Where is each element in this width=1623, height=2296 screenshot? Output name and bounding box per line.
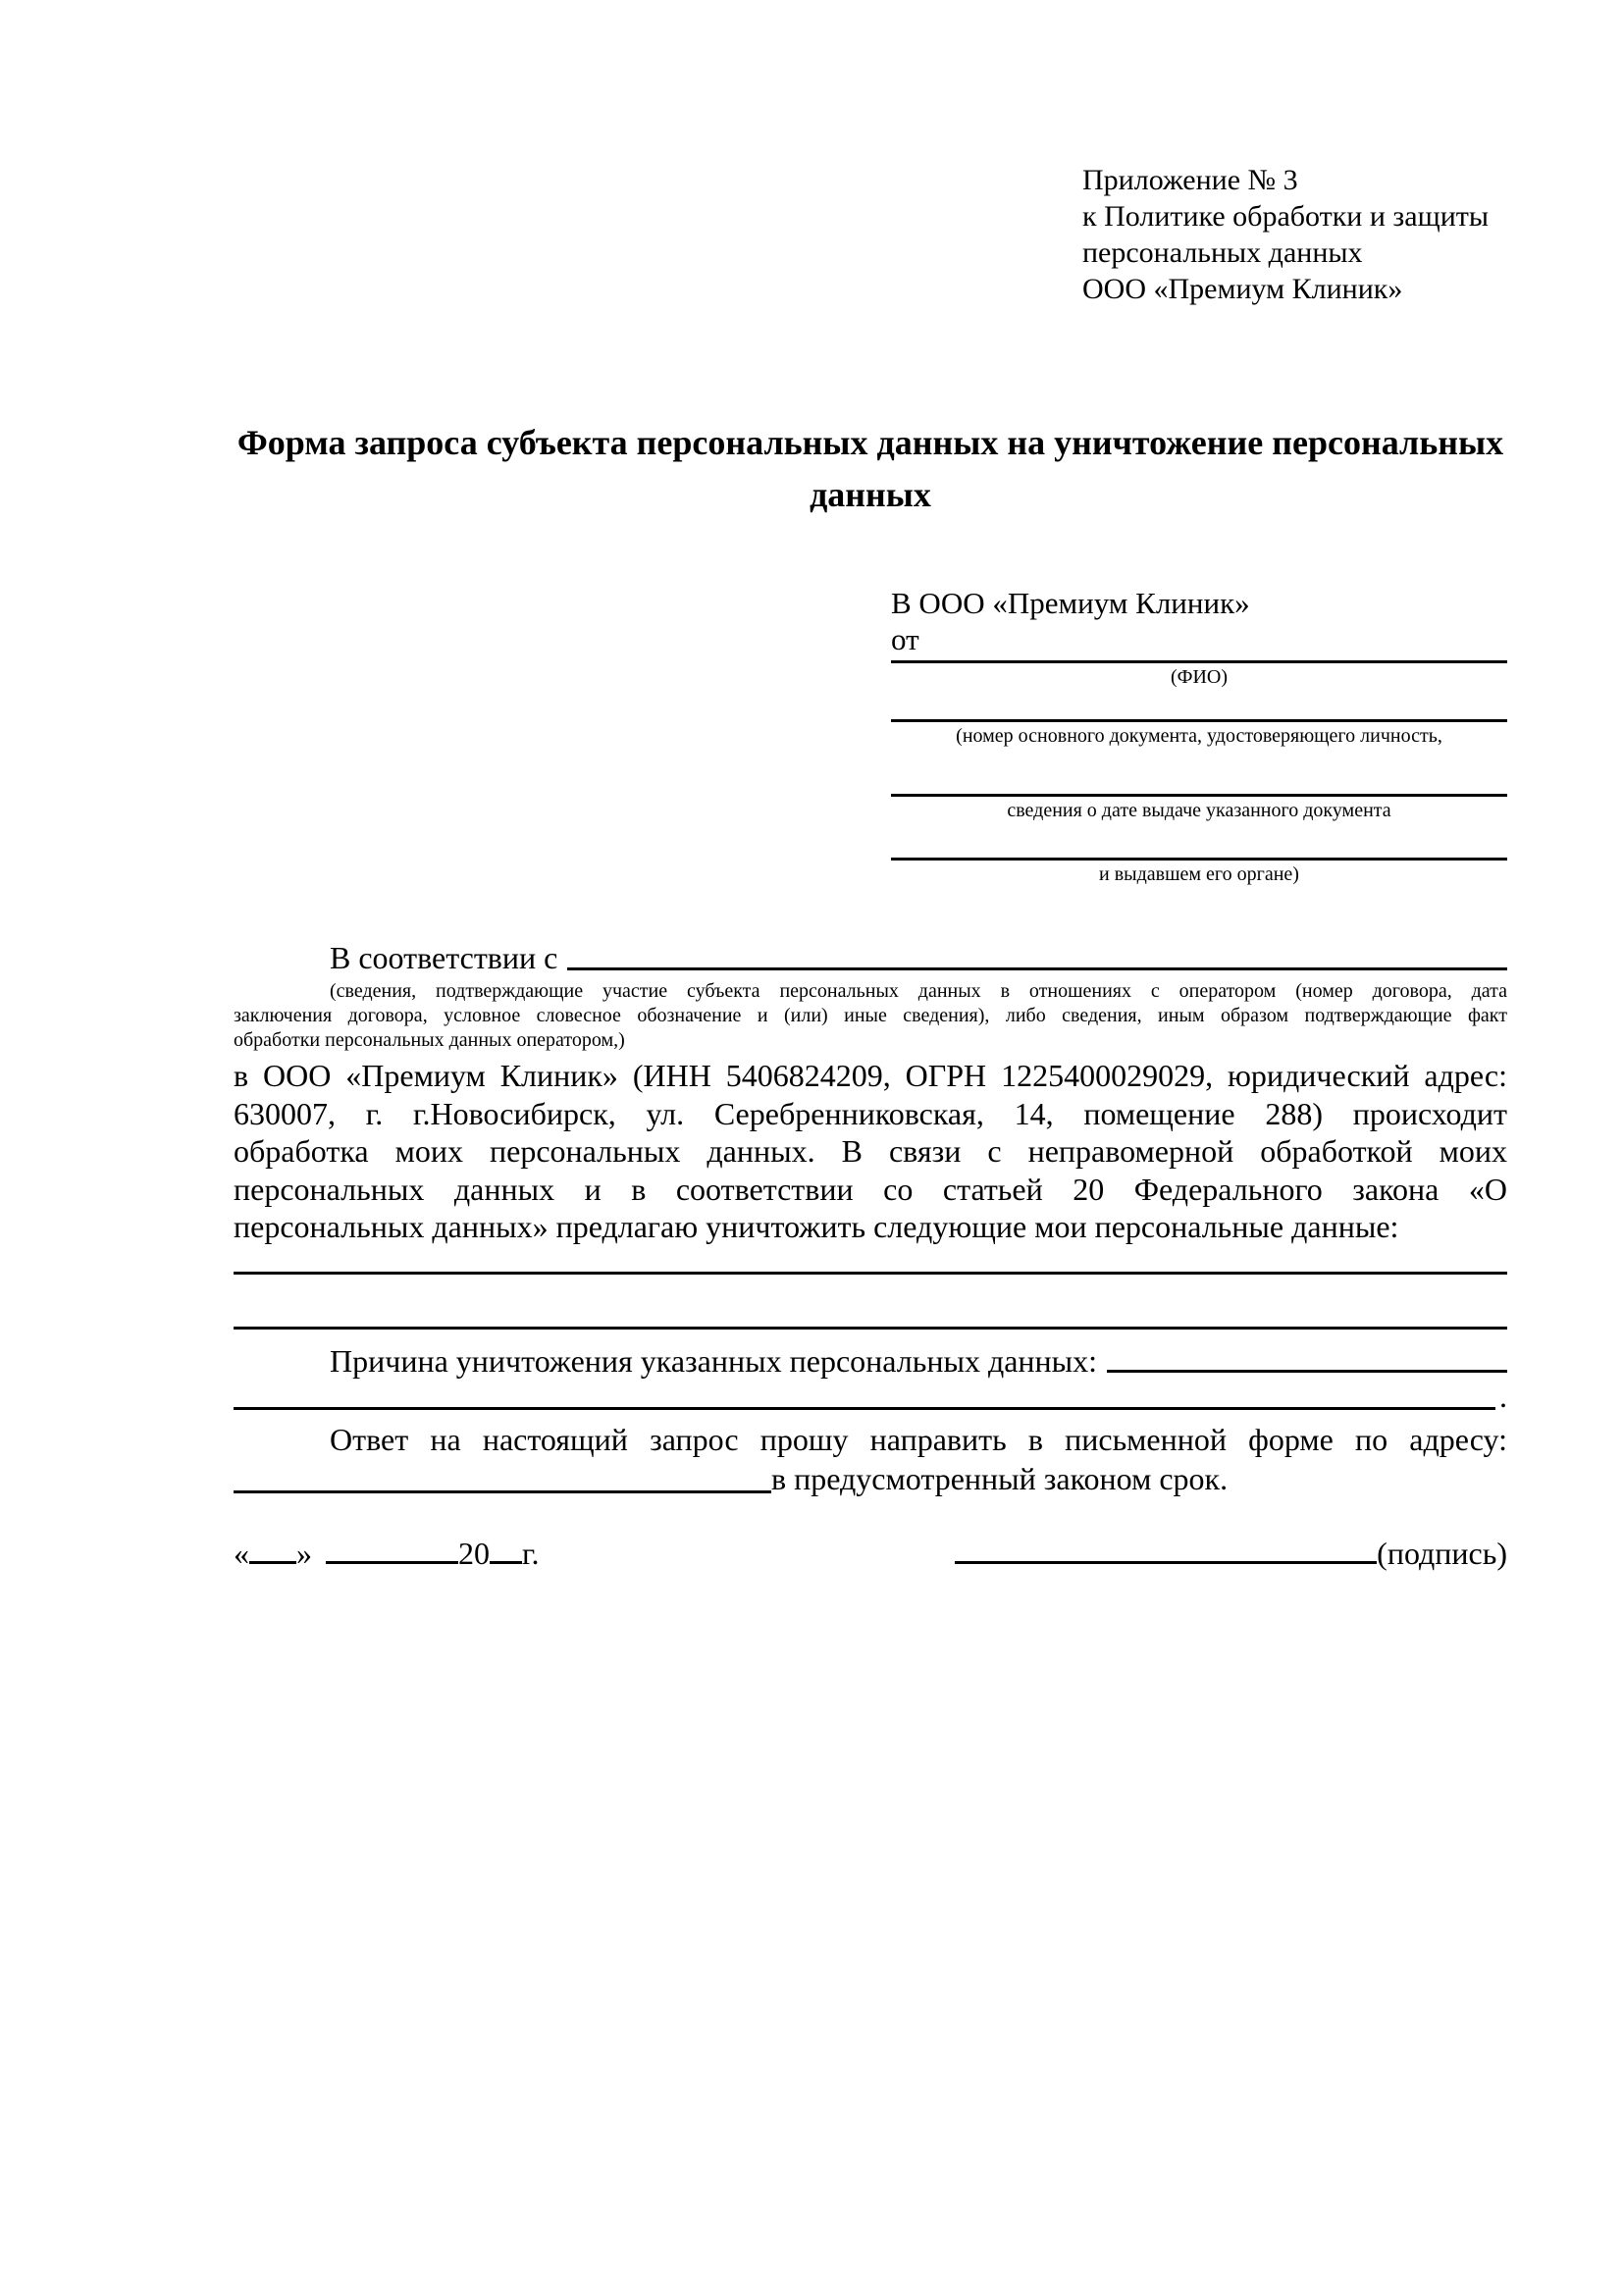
issuing-authority-blank-line [891,821,1507,861]
appendix-note [1082,162,1507,307]
reason-blank-line [1107,1341,1507,1373]
main-paragraph-line: обработка моих персональных данных. В связи с неправомерной обработкой моих [234,1133,1507,1170]
appendix-note-line: к Политике обработки и защиты [1082,200,1490,233]
recipient-from-label: от [891,622,919,656]
date-year-prefix: 20 [458,1535,490,1571]
signature-caption: (подпись) [1377,1535,1507,1571]
field-caption-document-number: (номер основного документа, удостоверяющего личность, [956,725,1442,747]
accordance-caption-line: (сведения, подтверждающие участие субъекта персональных данных в отношениях с оператором (номер договора, дата [330,980,1507,1002]
date-month-blank [326,1538,458,1564]
field-caption-issue-date: сведения о дате выдаче указанного документа [1007,800,1391,821]
line-terminator: . [1499,1378,1507,1414]
personal-data-blank-line-1 [234,1246,1507,1275]
accordance-blank-line [567,940,1507,970]
signature-field [955,1534,1507,1573]
appendix-note-line: Приложение № 3 [1082,164,1298,196]
reason-label: Причина уничтожения указанных персональных данных: [330,1342,1098,1379]
document-number-blank-line [891,688,1507,722]
recipient-block [891,584,1507,885]
response-address-blank-line [234,1459,771,1493]
main-paragraph [234,1057,1507,1246]
response-address-row [234,1459,1507,1498]
field-caption-fio: (ФИО) [1170,666,1228,688]
response-request-tail: в предусмотренный законом срок. [771,1460,1229,1496]
signature-blank-line [955,1538,1377,1564]
accordance-caption [234,979,1507,1053]
reason-row [234,1341,1507,1381]
main-paragraph-line: в ООО «Премиум Клиник» (ИНН 5406824209, ОГРН 1225400029029, юридический адрес: [234,1058,1507,1093]
accordance-caption-line: заключения договора, условное словесное обозначение и (или) иные сведения), либо сведения, иным образом подтверждающие факт [234,1005,1507,1026]
recipient-to: В ООО «Премиум Клиник» [891,586,1250,620]
fio-blank-line [891,656,1507,663]
field-caption-issuing-authority: и выдавшем его органе) [1099,863,1299,885]
appendix-note-line: ООО «Премиум Клиник» [1082,273,1403,305]
main-paragraph-line: персональных данных» предлагаю уничтожить следующие мои персональные данные: [234,1209,1399,1245]
accordance-label: В соответствии с [330,940,558,975]
main-paragraph-line: персональных данных и в соответствии со статьей 20 Федерального закона «О [234,1171,1507,1207]
date-year-blank [490,1538,522,1564]
response-request-line: Ответ на настоящий запрос прошу направить в письменной форме по адресу: [330,1421,1507,1457]
accordance-row [234,940,1507,975]
date-year-suffix: г. [522,1535,540,1571]
date-close-quote: » [296,1535,312,1571]
personal-data-blank-line-2 [234,1275,1507,1330]
reason-continuation-row [234,1378,1507,1414]
form-title: Форма запроса субъекта персональных данных на уничтожение персональных данных [236,423,1504,514]
date-open-quote: « [234,1535,249,1571]
main-paragraph-line: 630007, г. г.Новосибирск, ул. Серебренниковская, 14, помещение 288) происходит [234,1095,1507,1131]
accordance-caption-line: обработки персональных данных оператором,) [234,1029,625,1051]
date-day-blank [249,1538,296,1564]
date-signature-row [234,1534,1507,1573]
appendix-note-line: персональных данных [1082,236,1363,269]
reason-blank-line-2 [234,1390,1495,1410]
issue-date-blank-line [891,747,1507,797]
date-field [234,1534,540,1573]
